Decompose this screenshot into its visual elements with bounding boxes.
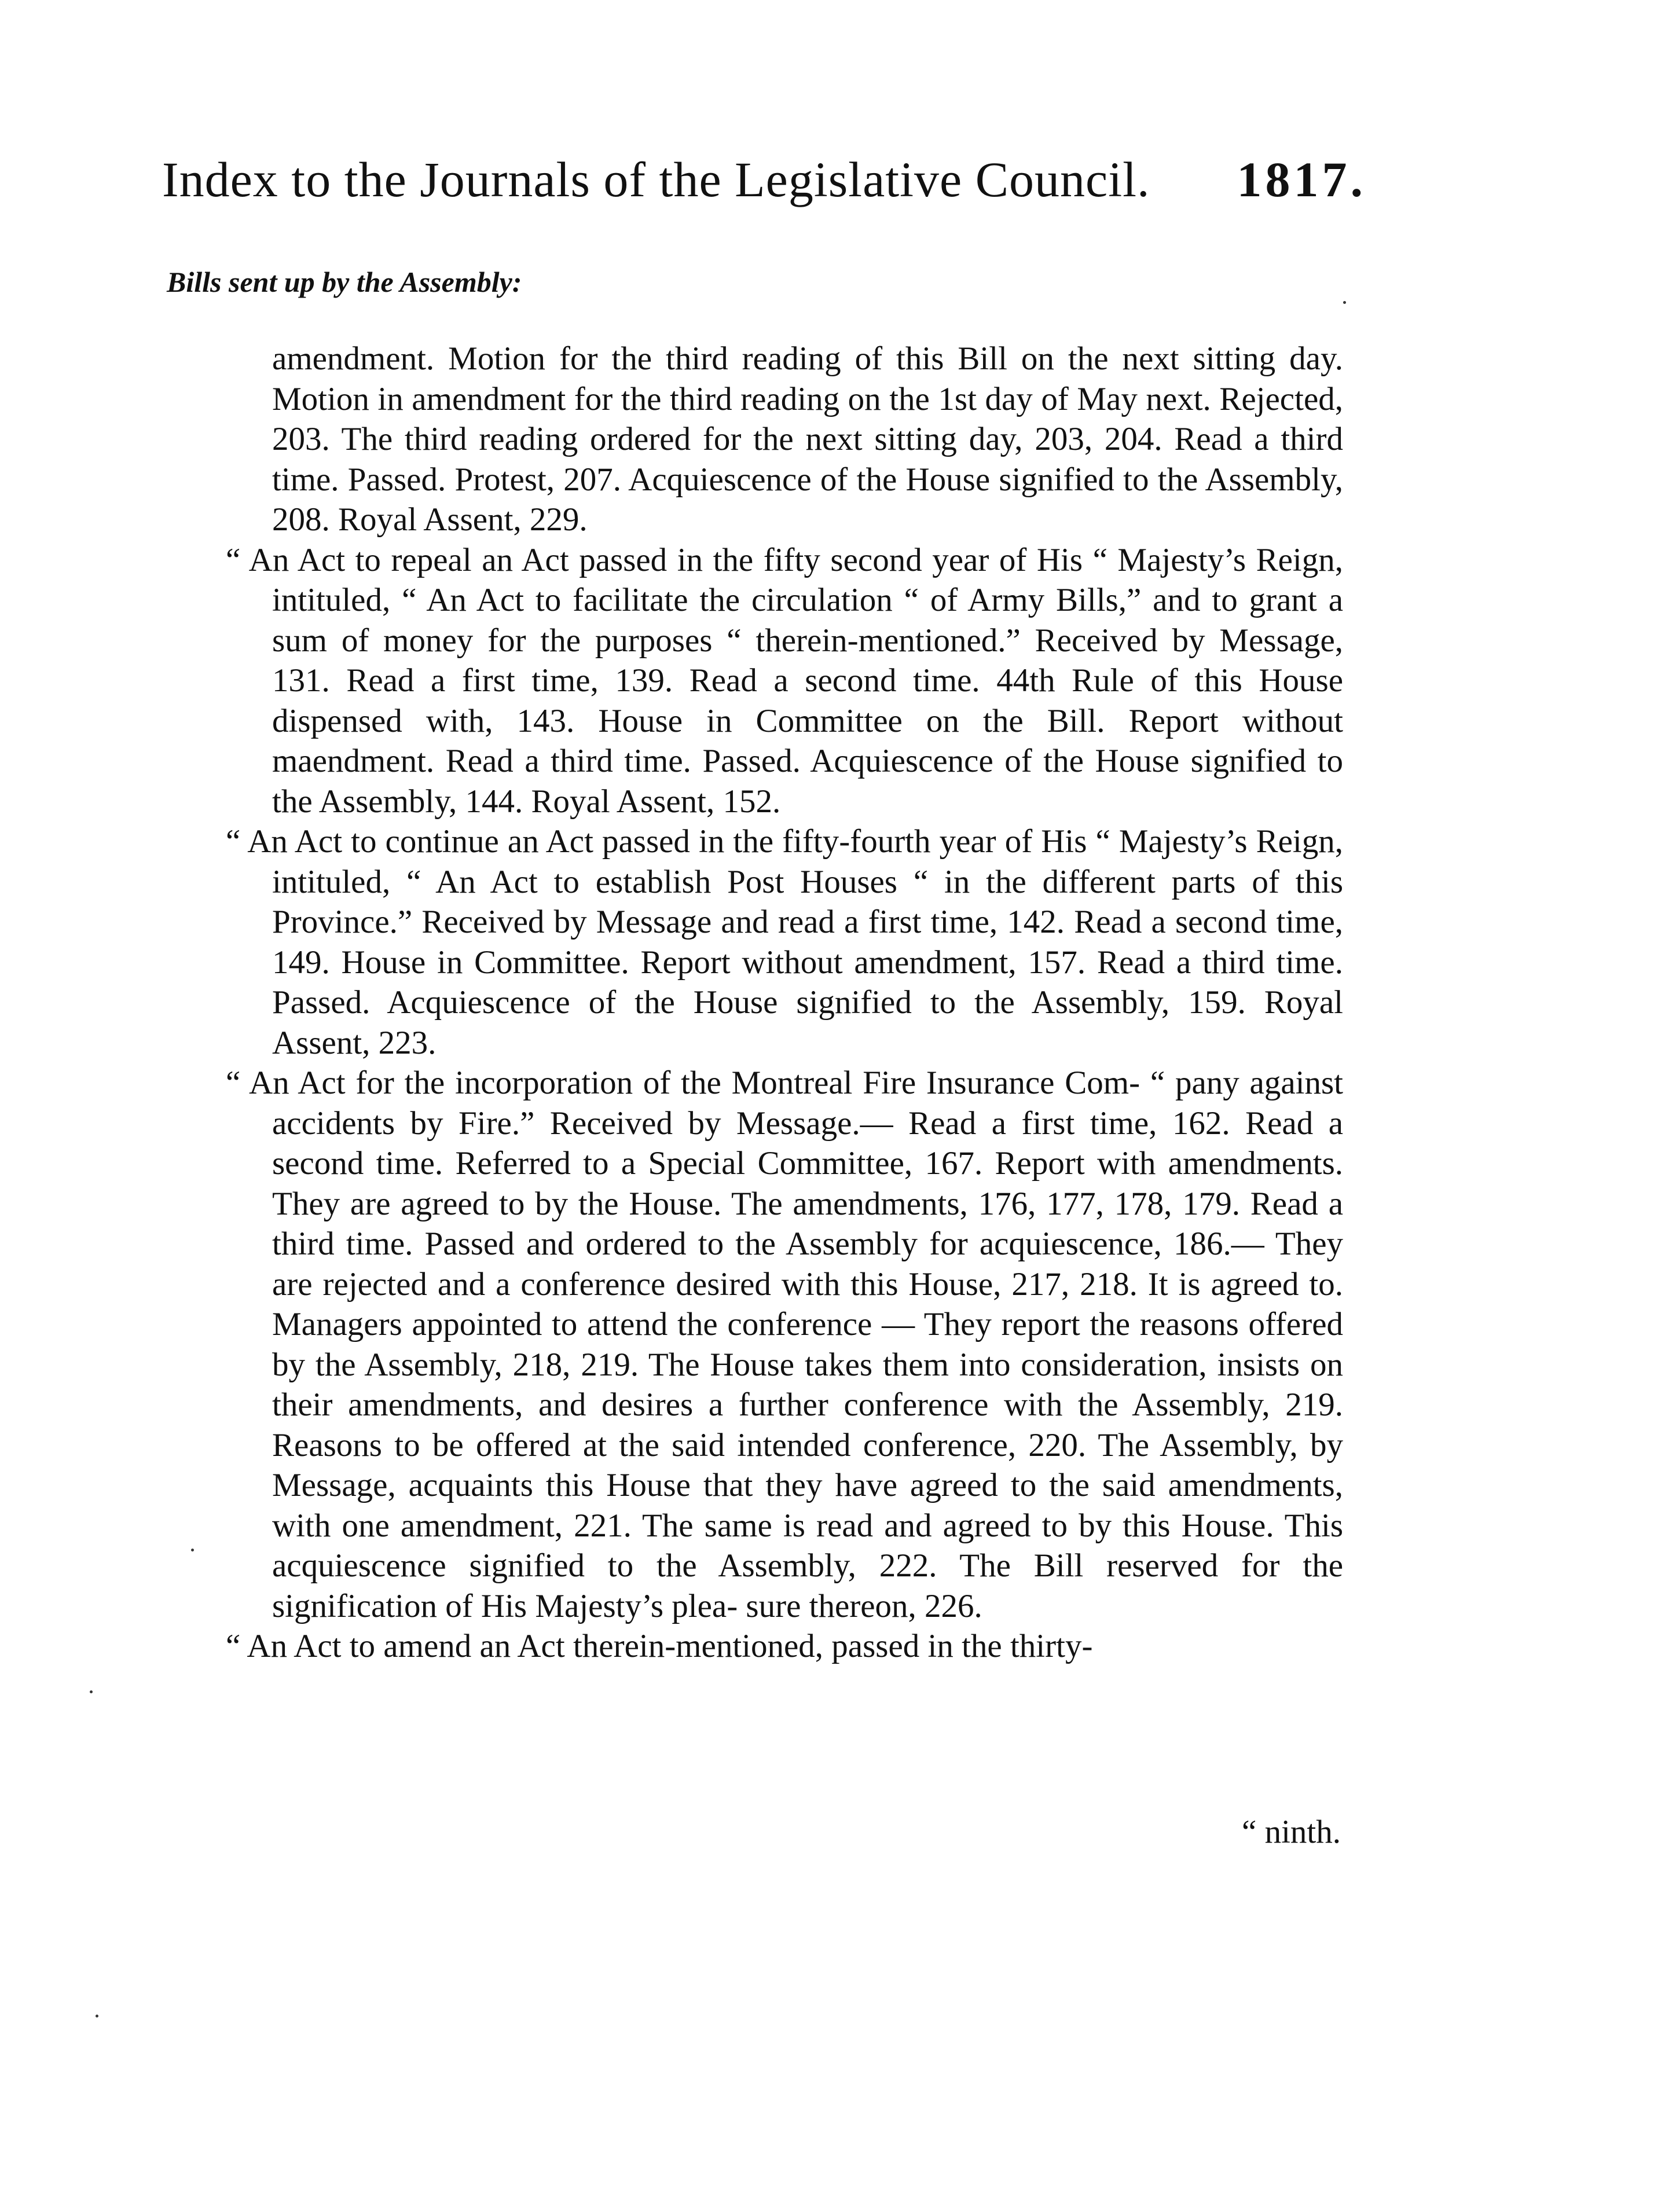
- entry-continuation: [226, 339, 1343, 540]
- page-header: [162, 148, 1366, 211]
- entry-act-amend: [226, 1626, 1343, 1667]
- catchword: “ ninth.: [1242, 1814, 1341, 1850]
- entry-text: Received by Message.— Read a first time, 162. Read a second time. Referred to a Special Committee, 167. Report with amendments. They are agreed to by the House. The amendments, 176, 177, 178, 179. Read a third time. Passed and ordered to the Assembly for acquiescence, 186.— They are rejected and a conference desired with this House, 217, 218. It is agreed to. Managers appointed to attend the conference — They report the reasons offered by the Assembly, 218, 219. The House takes them into consideration, insists on their amendments, and desires a further conference with the Assembly, 219. Reasons to be offered at the said intended conference, 220. The Assembly, by Message, acquaints this House that they have agreed to the said amendments, with one amendment, 221. The same is read and agreed to by this House. This acquiescence signified to the Assembly, 222. The Bill reserved for the signification of His Majesty’s plea- sure thereon, 226.: [272, 1105, 1344, 1624]
- entry-text: Received by Message and read a first time, 142. Read a second time, 149. House in Committee. Report without amendment, 157. Read a third time. Passed. Acquiescence of the House signified to the Assembly, 159. Royal Assent, 223.: [272, 904, 1344, 1061]
- entry-text: amendment. Motion for the third reading of this Bill on the next sitting day. Motion in amendment for the third reading on the 1st day of May next. Rejected, 203. The third reading ordered for the next sitting day, 203, 204. Read a third time. Passed. Protest, 207. Acquiescence of the House signified to the Assembly, 208. Royal Assent, 229.: [272, 340, 1343, 538]
- act-title: “ An Act to repeal an Act passed in the fifty second year of His “ Majesty’s Reign, intituled, “ An Act to facilitate the circulation “ of Army Bills,” and to grant a sum of money for the purposes “ therein-mentioned.”: [226, 541, 1343, 659]
- entry-text: Received by Message, 131. Read a first time, 139. Read a second time. 44th Rule of this House dispensed with, 143. House in Committee on the Bill. Report without maendment. Read a third time. Passed. Acquiescence of the House signified to the Assembly, 144. Royal Assent, 152.: [272, 622, 1344, 820]
- print-speck: [1343, 301, 1346, 304]
- print-speck: [191, 1549, 194, 1551]
- entry-act-fire-insurance: [226, 1063, 1343, 1626]
- entry-act-army-bills: [226, 540, 1343, 822]
- entry-act-post-houses: [226, 821, 1343, 1063]
- page-title: Index to the Journals of the Legislative Council.: [162, 152, 1150, 207]
- act-title: “ An Act to continue an Act passed in the fifty-fourth year of His “ Majesty’s Reign, intituled, “ An Act to establish Post Houses “ in the different parts of this Province.”: [226, 823, 1343, 940]
- print-speck: [90, 1690, 93, 1693]
- index-entries: [226, 339, 1343, 1667]
- page-year: 1817.: [1237, 152, 1366, 207]
- print-speck: [96, 2015, 98, 2017]
- act-title: “ An Act to amend an Act therein-mentioned, passed in the thirty-: [226, 1628, 1093, 1664]
- act-title: “ An Act for the incorporation of the Montreal Fire Insurance Com- “ pany against accidents by Fire.”: [226, 1065, 1343, 1142]
- section-heading: Bills sent up by the Assembly:: [167, 266, 522, 298]
